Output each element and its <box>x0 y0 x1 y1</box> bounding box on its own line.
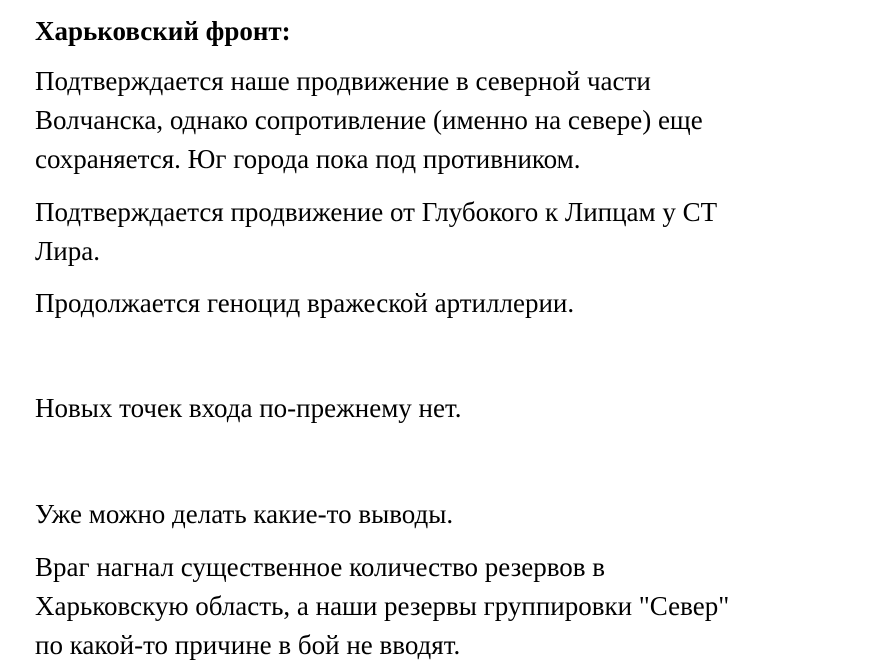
paragraph-conclusions <box>35 495 453 534</box>
paragraph-glubokoe-advance <box>35 193 717 271</box>
paragraph-reserves <box>35 548 729 665</box>
paragraph-line: Подтверждается продвижение от Глубокого к Липцам у СТ <box>35 197 718 227</box>
paragraph-line: Подтверждается наше продвижение в северной части <box>35 66 651 96</box>
section-heading: Харьковский фронт: <box>35 16 291 46</box>
paragraph-line: Продолжается геноцид вражеской артиллерии. <box>35 288 575 318</box>
paragraph-line: Враг нагнал существенное количество резервов в <box>35 552 606 582</box>
paragraph-line: сохраняется. Юг города пока под противником. <box>35 144 581 174</box>
paragraph-volchansk-advance <box>35 62 703 179</box>
paragraph-line: Харьковскую область, а наши резервы группировки "Север" <box>35 591 730 621</box>
paragraph-line: по какой-то причине в бой не вводят. <box>35 630 461 660</box>
paragraph-line: Волчанска, однако сопротивление (именно на севере) еще <box>35 105 703 135</box>
paragraph-entry-points <box>35 389 461 428</box>
paragraph-line: Уже можно делать какие-то выводы. <box>35 499 454 529</box>
paragraph-artillery <box>35 284 574 323</box>
paragraph-line: Лира. <box>35 236 100 266</box>
paragraph-line: Новых точек входа по-прежнему нет. <box>35 393 462 423</box>
